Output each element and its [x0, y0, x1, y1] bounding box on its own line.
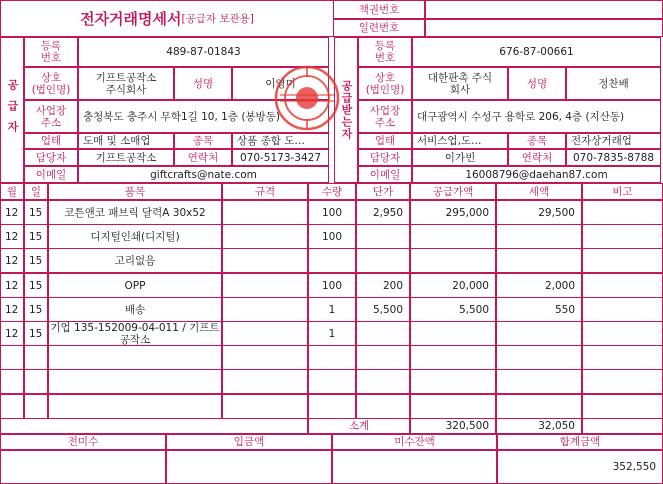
- item-supply-amount: 295,000: [410, 200, 496, 225]
- item-item-name: 배송: [48, 297, 222, 322]
- supplier-manager: 기프트공작소: [78, 149, 174, 166]
- supplier-company-name: 기프트공작소 주식회사: [78, 67, 174, 100]
- item-tax-amount: [496, 224, 582, 249]
- receiver-side-label: 공급받는자: [334, 37, 358, 183]
- receiver-contact: 070-7835-8788: [566, 149, 661, 166]
- receiver-biz-type: 서비스업,도…: [412, 133, 508, 149]
- item-month: [0, 369, 24, 394]
- item-item-name: [48, 345, 222, 370]
- col-header-unit-price: 단가: [356, 183, 410, 200]
- subtotal-tax: 32,050: [496, 418, 582, 434]
- subtotal-supply: 320,500: [410, 418, 496, 434]
- item-item-name: OPP: [48, 273, 222, 298]
- col-header-quantity: 수량: [308, 183, 356, 200]
- supplier-manager-label: 담당자: [24, 149, 78, 166]
- item-month: 12: [0, 321, 24, 346]
- item-spec: [222, 224, 308, 249]
- item-unit-price: 5,500: [356, 297, 410, 322]
- receiver-reg-label: 등록 번호: [358, 37, 412, 67]
- receiver-company-name: 대한판촉 주식 회사: [412, 67, 508, 100]
- item-month: 12: [0, 273, 24, 298]
- item-remark: [582, 273, 663, 298]
- supplier-biz-item-label: 종목: [174, 133, 232, 149]
- receiver-rep-label: 성명: [508, 67, 566, 100]
- supplier-addr-label: 사업장 주소: [24, 100, 78, 133]
- footer-paid-amount-value: [166, 450, 332, 484]
- item-item-name: 코튼앤코 패브릭 달력A 30x52: [48, 200, 222, 225]
- item-remark: [582, 345, 663, 370]
- item-day: 15: [24, 224, 48, 249]
- supplier-rep-name: 이영미: [232, 67, 329, 100]
- item-day: 15: [24, 297, 48, 322]
- col-header-remark: 비고: [582, 183, 663, 200]
- supplier-address: 충청북도 충주시 무학1길 10, 1층 (봉방동): [78, 100, 329, 133]
- item-spec: [222, 297, 308, 322]
- book-no-value: [425, 0, 663, 19]
- item-unit-price: [356, 394, 410, 419]
- item-supply-amount: 20,000: [410, 273, 496, 298]
- item-tax-amount: [496, 248, 582, 273]
- book-no-label: 책권번호: [333, 0, 425, 19]
- item-tax-amount: [496, 321, 582, 346]
- supplier-reg-label: 등록 번호: [24, 37, 78, 67]
- item-quantity: 1: [308, 297, 356, 322]
- item-item-name: [48, 394, 222, 419]
- supplier-biz-item: 상품 종합 도…: [232, 133, 329, 149]
- supplier-name-label: 상호 (법인명): [24, 67, 78, 100]
- supplier-contact-label: 연락처: [174, 149, 232, 166]
- receiver-biz-type-label: 업태: [358, 133, 412, 149]
- item-supply-amount: [410, 369, 496, 394]
- item-month: 12: [0, 248, 24, 273]
- receiver-address: 대구광역시 수성구 용학로 206, 4층 (지산동): [412, 100, 661, 133]
- item-unit-price: [356, 345, 410, 370]
- footer-paid-amount-label: 입금액: [166, 434, 332, 450]
- item-supply-amount: 5,500: [410, 297, 496, 322]
- supplier-biz-type: 도매 및 소매업: [78, 133, 174, 149]
- receiver-name-label: 상호 (법인명): [358, 67, 412, 100]
- item-day: [24, 394, 48, 419]
- title-text: 전자거래명세서: [80, 9, 182, 28]
- receiver-email: 16008796@daehan87.com: [412, 166, 661, 183]
- item-day: 15: [24, 200, 48, 225]
- item-item-name: [48, 369, 222, 394]
- item-unit-price: 200: [356, 273, 410, 298]
- receiver-biz-item-label: 종목: [508, 133, 566, 149]
- receiver-addr-label: 사업장 주소: [358, 100, 412, 133]
- col-header-item-name: 품목: [48, 183, 222, 200]
- item-supply-amount: [410, 321, 496, 346]
- item-tax-amount: 29,500: [496, 200, 582, 225]
- item-unit-price: 2,950: [356, 200, 410, 225]
- supplier-biz-type-label: 업태: [24, 133, 78, 149]
- item-spec: [222, 394, 308, 419]
- item-quantity: 100: [308, 200, 356, 225]
- item-tax-amount: 2,000: [496, 273, 582, 298]
- item-remark: [582, 224, 663, 249]
- receiver-manager: 이가빈: [412, 149, 508, 166]
- item-tax-amount: [496, 369, 582, 394]
- item-quantity: [308, 394, 356, 419]
- item-quantity: 1: [308, 321, 356, 346]
- item-supply-amount: [410, 224, 496, 249]
- receiver-contact-label: 연락처: [508, 149, 566, 166]
- item-quantity: [308, 369, 356, 394]
- item-month: 12: [0, 297, 24, 322]
- item-quantity: [308, 345, 356, 370]
- footer-total-amount-value: 352,550: [497, 450, 663, 484]
- item-day: [24, 369, 48, 394]
- item-remark: [582, 248, 663, 273]
- item-spec: [222, 248, 308, 273]
- item-tax-amount: 550: [496, 297, 582, 322]
- item-day: 15: [24, 321, 48, 346]
- item-supply-amount: [410, 345, 496, 370]
- serial-no-label: 일련번호: [333, 19, 425, 37]
- receiver-email-label: 이메일: [358, 166, 412, 183]
- footer-unpaid-balance-label: 미수잔액: [332, 434, 497, 450]
- item-spec: [222, 321, 308, 346]
- item-month: 12: [0, 224, 24, 249]
- supplier-reg-no: 489-87-01843: [78, 37, 329, 67]
- serial-no-value: [425, 19, 663, 37]
- subtotal-label: 소계: [308, 418, 410, 434]
- item-supply-amount: [410, 394, 496, 419]
- supplier-contact: 070-5173-3427: [232, 149, 329, 166]
- subtotal-blank: [0, 418, 308, 434]
- col-header-supply-amount: 공급가액: [410, 183, 496, 200]
- item-remark: [582, 297, 663, 322]
- item-item-name: 고리없음: [48, 248, 222, 273]
- item-unit-price: [356, 248, 410, 273]
- footer-prev-balance-value: [0, 450, 166, 484]
- title-note: [공급자 보관용]: [181, 12, 254, 25]
- footer-total-amount-label: 합계금액: [497, 434, 663, 450]
- item-unit-price: [356, 321, 410, 346]
- receiver-reg-no: 676-87-00661: [412, 37, 661, 67]
- item-item-name: 기업 135-152009-04-011 / 기프트공작소: [48, 321, 222, 346]
- item-remark: [582, 200, 663, 225]
- item-spec: [222, 273, 308, 298]
- item-quantity: 100: [308, 224, 356, 249]
- document-title: [0, 0, 333, 37]
- item-tax-amount: [496, 394, 582, 419]
- footer-prev-balance-label: 전미수: [0, 434, 166, 450]
- supplier-side-label: 공급자: [0, 37, 24, 183]
- item-tax-amount: [496, 345, 582, 370]
- item-remark: [582, 394, 663, 419]
- receiver-rep-name: 정찬배: [566, 67, 661, 100]
- item-day: 15: [24, 273, 48, 298]
- col-header-month: 월: [0, 183, 24, 200]
- item-day: 15: [24, 248, 48, 273]
- item-unit-price: [356, 224, 410, 249]
- item-spec: [222, 345, 308, 370]
- item-day: [24, 345, 48, 370]
- item-month: 12: [0, 200, 24, 225]
- item-month: [0, 345, 24, 370]
- col-header-spec: 규격: [222, 183, 308, 200]
- item-remark: [582, 369, 663, 394]
- item-spec: [222, 369, 308, 394]
- supplier-email-label: 이메일: [24, 166, 78, 183]
- item-quantity: 100: [308, 273, 356, 298]
- item-month: [0, 394, 24, 419]
- item-unit-price: [356, 369, 410, 394]
- item-item-name: 디지털인쇄(디지털): [48, 224, 222, 249]
- col-header-day: 일: [24, 183, 48, 200]
- item-supply-amount: [410, 248, 496, 273]
- supplier-email: giftcrafts@nate.com: [78, 166, 329, 183]
- item-quantity: [308, 248, 356, 273]
- item-spec: [222, 200, 308, 225]
- footer-unpaid-balance-value: [332, 450, 497, 484]
- receiver-manager-label: 담당자: [358, 149, 412, 166]
- subtotal-note-blank: [582, 418, 663, 434]
- supplier-rep-label: 성명: [174, 67, 232, 100]
- col-header-tax-amount: 세액: [496, 183, 582, 200]
- receiver-biz-item: 전자상거래업: [566, 133, 661, 149]
- item-remark: [582, 321, 663, 346]
